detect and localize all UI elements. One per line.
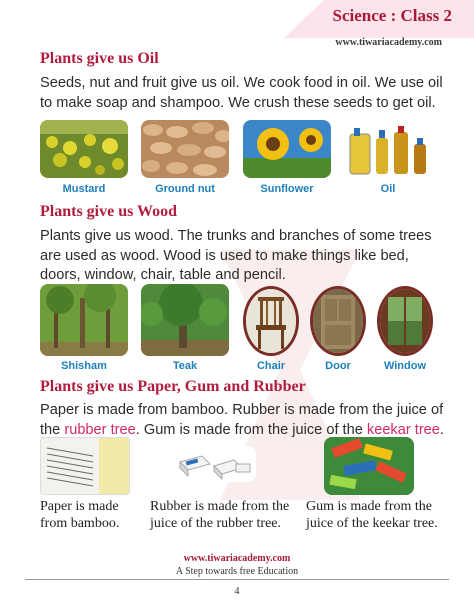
caption-mustard: Mustard bbox=[62, 183, 106, 195]
caption-gum-line2: juice of the keekar tree. bbox=[306, 516, 438, 531]
chair-photo bbox=[243, 286, 299, 356]
section-text-wood-prefix: Plants give us wood. bbox=[40, 228, 174, 244]
highlight-keekar-tree: keekar tree bbox=[366, 421, 440, 438]
section-text-paper-line1: Paper is made from bamboo. Rubber is made from the juice of bbox=[40, 402, 444, 418]
caption-teak: Teak bbox=[172, 360, 198, 372]
shisham-photo bbox=[40, 284, 128, 356]
caption-paper bbox=[40, 498, 119, 532]
header-title: Science : Class 2 bbox=[332, 6, 452, 25]
eraser-photo bbox=[176, 446, 256, 482]
header-url[interactable]: www.tiwariacademy.com bbox=[335, 37, 442, 48]
section-text-wood bbox=[40, 227, 445, 286]
caption-paper-line1: Paper is made bbox=[40, 499, 119, 514]
gum-photo bbox=[324, 437, 414, 495]
paper-line2-mid: . Gum is made from the juice of the bbox=[135, 421, 367, 438]
section-heading-wood: Plants give us Wood bbox=[40, 203, 178, 220]
section-heading-paper: Plants give us Paper, Gum and Rubber bbox=[40, 378, 306, 395]
caption-door: Door bbox=[325, 360, 351, 372]
caption-sunflower: Sunflower bbox=[260, 183, 314, 195]
footer-slogan: A Step towards free Education bbox=[175, 566, 299, 577]
mustard-photo bbox=[40, 120, 128, 178]
oil-bottles-photo bbox=[344, 120, 432, 178]
paper-photo bbox=[40, 437, 130, 495]
caption-shisham: Shisham bbox=[61, 360, 107, 372]
section-text-paper bbox=[40, 401, 445, 440]
caption-gum bbox=[306, 498, 438, 532]
caption-groundnut: Ground nut bbox=[155, 183, 215, 195]
caption-rubber bbox=[150, 498, 289, 532]
caption-gum-line1: Gum is made from the bbox=[306, 499, 432, 514]
footer-url[interactable]: www.tiwariacademy.com bbox=[183, 553, 291, 564]
footer-divider bbox=[25, 579, 449, 580]
sunflower-photo bbox=[243, 120, 331, 178]
highlight-rubber-tree: rubber tree bbox=[64, 421, 136, 438]
caption-oil: Oil bbox=[380, 183, 396, 195]
page-number: 4 bbox=[234, 586, 240, 597]
caption-paper-line2: from bamboo. bbox=[40, 516, 120, 531]
window-photo bbox=[377, 286, 433, 356]
paper-line2-pre: the bbox=[40, 421, 65, 438]
section-text-oil: Seeds, nut and fruit give us oil. We cook food in oil. We use oil to make soap and shampoo. We crush these seeds to get oil. bbox=[40, 75, 443, 111]
paper-line2-post: . bbox=[439, 421, 444, 438]
page-header bbox=[0, 0, 474, 55]
caption-rubber-line1: Rubber is made from the bbox=[150, 499, 290, 514]
section-text-wood-body: The trunks and branches of some trees are used as wood. Wood is used to make things like bed, doors, window, chair, table and pencil. bbox=[40, 228, 432, 283]
section-heading-oil: Plants give us Oil bbox=[40, 50, 159, 67]
caption-rubber-line2: juice of the rubber tree. bbox=[150, 516, 281, 531]
caption-window: Window bbox=[383, 360, 427, 372]
teak-photo bbox=[141, 284, 229, 356]
door-photo bbox=[310, 286, 366, 356]
caption-chair: Chair bbox=[256, 360, 286, 372]
groundnut-photo bbox=[141, 120, 229, 178]
